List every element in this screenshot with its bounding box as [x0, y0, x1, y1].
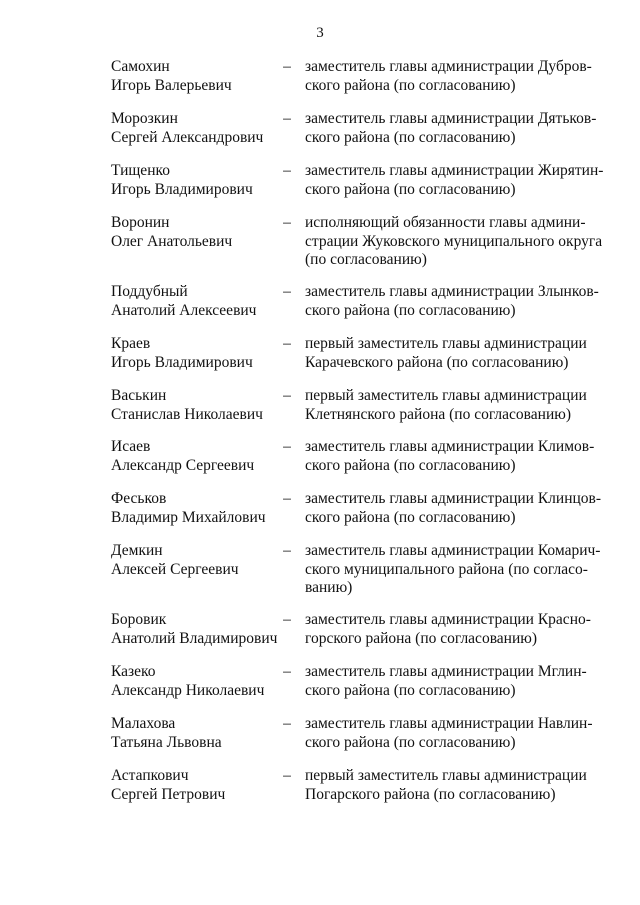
role-line: ского района (по согласованию)	[305, 301, 516, 319]
member-name	[111, 542, 281, 579]
role-line: страции Жуковского муниципального округа	[305, 232, 603, 250]
role-line: Погарского района (по согласованию)	[305, 785, 556, 803]
role-line: заместитель главы администрации Навлин-	[305, 715, 593, 732]
role-line: Карачевского района (по согласованию)	[305, 353, 569, 371]
member-surname: Морозкин	[111, 110, 178, 127]
separator-dash: –	[283, 214, 291, 231]
member-surname: Поддубный	[111, 283, 188, 300]
page-number: 3	[316, 25, 324, 41]
separator-dash: –	[283, 110, 291, 127]
member-given-names: Алексей Сергеевич	[111, 560, 239, 578]
member-given-names: Анатолий Алексеевич	[111, 301, 257, 319]
member-surname: Феськов	[111, 490, 167, 507]
role-line: ского муниципального района (по согласо-	[305, 560, 588, 578]
member-role	[305, 715, 605, 752]
role-line: ского района (по согласованию)	[305, 76, 516, 94]
role-line: заместитель главы администрации Дятьков-	[305, 110, 597, 127]
member-name	[111, 214, 281, 251]
member-surname: Краев	[111, 335, 151, 352]
separator-dash: –	[283, 438, 291, 455]
member-role	[305, 387, 605, 424]
member-surname: Тищенко	[111, 162, 170, 179]
member-name	[111, 767, 281, 804]
member-given-names: Александр Сергеевич	[111, 456, 255, 474]
separator-dash: –	[283, 490, 291, 507]
separator-dash: –	[283, 715, 291, 732]
separator-dash: –	[283, 58, 291, 75]
member-name	[111, 611, 281, 648]
member-role	[305, 490, 605, 527]
separator-dash: –	[283, 387, 291, 404]
member-given-names: Станислав Николаевич	[111, 405, 263, 423]
member-given-names: Сергей Петрович	[111, 785, 226, 803]
member-role	[305, 611, 605, 648]
role-line: ского района (по согласованию)	[305, 733, 516, 751]
role-line: ского района (по согласованию)	[305, 508, 516, 526]
member-given-names: Владимир Михайлович	[111, 508, 266, 526]
role-line: горского района (по согласованию)	[305, 629, 538, 647]
member-name	[111, 490, 281, 527]
member-given-names: Олег Анатольевич	[111, 232, 233, 250]
member-role	[305, 110, 605, 147]
member-name	[111, 663, 281, 700]
separator-dash: –	[283, 542, 291, 559]
member-name	[111, 162, 281, 199]
role-line: заместитель главы администрации Красно-	[305, 611, 591, 628]
role-line: первый заместитель главы администрации	[305, 767, 587, 784]
separator-dash: –	[283, 283, 291, 300]
member-surname: Васькин	[111, 387, 167, 404]
member-name	[111, 283, 281, 320]
member-surname: Исаев	[111, 438, 151, 455]
role-line: заместитель главы администрации Дубров-	[305, 58, 592, 75]
role-line: первый заместитель главы администрации	[305, 387, 587, 404]
member-surname: Демкин	[111, 542, 163, 559]
role-line: Клетнянского района (по согласованию)	[305, 405, 571, 423]
member-role	[305, 335, 605, 372]
member-name	[111, 715, 281, 752]
role-line: заместитель главы администрации Климов-	[305, 438, 595, 455]
member-given-names: Татьяна Львовна	[111, 733, 222, 751]
separator-dash: –	[283, 335, 291, 352]
member-role	[305, 162, 605, 199]
role-line: ванию)	[305, 579, 353, 596]
member-role	[305, 58, 605, 95]
role-line: первый заместитель главы администрации	[305, 335, 587, 352]
member-surname: Малахова	[111, 715, 176, 732]
member-surname: Воронин	[111, 214, 170, 231]
member-surname: Самохин	[111, 58, 170, 75]
role-line: ского района (по согласованию)	[305, 128, 516, 146]
member-role	[305, 438, 605, 475]
member-role	[305, 214, 605, 270]
member-name	[111, 110, 281, 147]
member-role	[305, 542, 605, 598]
separator-dash: –	[283, 162, 291, 179]
role-line: ского района (по согласованию)	[305, 180, 516, 198]
member-given-names: Анатолий Владимирович	[111, 629, 278, 647]
role-line: заместитель главы администрации Злынков-	[305, 283, 599, 300]
member-given-names: Сергей Александрович	[111, 128, 264, 146]
separator-dash: –	[283, 611, 291, 628]
member-role	[305, 767, 605, 804]
member-name	[111, 387, 281, 424]
role-line: (по согласованию)	[305, 251, 427, 268]
member-role	[305, 283, 605, 320]
role-line: ского района (по согласованию)	[305, 681, 516, 699]
member-name	[111, 58, 281, 95]
member-surname: Казеко	[111, 663, 156, 680]
role-line: заместитель главы администрации Комарич-	[305, 542, 601, 559]
member-given-names: Игорь Валерьевич	[111, 76, 232, 94]
separator-dash: –	[283, 767, 291, 784]
role-line: заместитель главы администрации Мглин-	[305, 663, 587, 680]
role-line: исполняющий обязанности главы админи-	[305, 214, 586, 231]
member-role	[305, 663, 605, 700]
member-surname: Астапкович	[111, 767, 189, 784]
member-given-names: Игорь Владимирович	[111, 180, 253, 198]
member-given-names: Александр Николаевич	[111, 681, 265, 699]
role-line: заместитель главы администрации Жирятин-	[305, 162, 604, 179]
member-surname: Боровик	[111, 611, 167, 628]
role-line: ского района (по согласованию)	[305, 456, 516, 474]
member-name	[111, 438, 281, 475]
member-given-names: Игорь Владимирович	[111, 353, 253, 371]
member-name	[111, 335, 281, 372]
separator-dash: –	[283, 663, 291, 680]
role-line: заместитель главы администрации Клинцов-	[305, 490, 602, 507]
